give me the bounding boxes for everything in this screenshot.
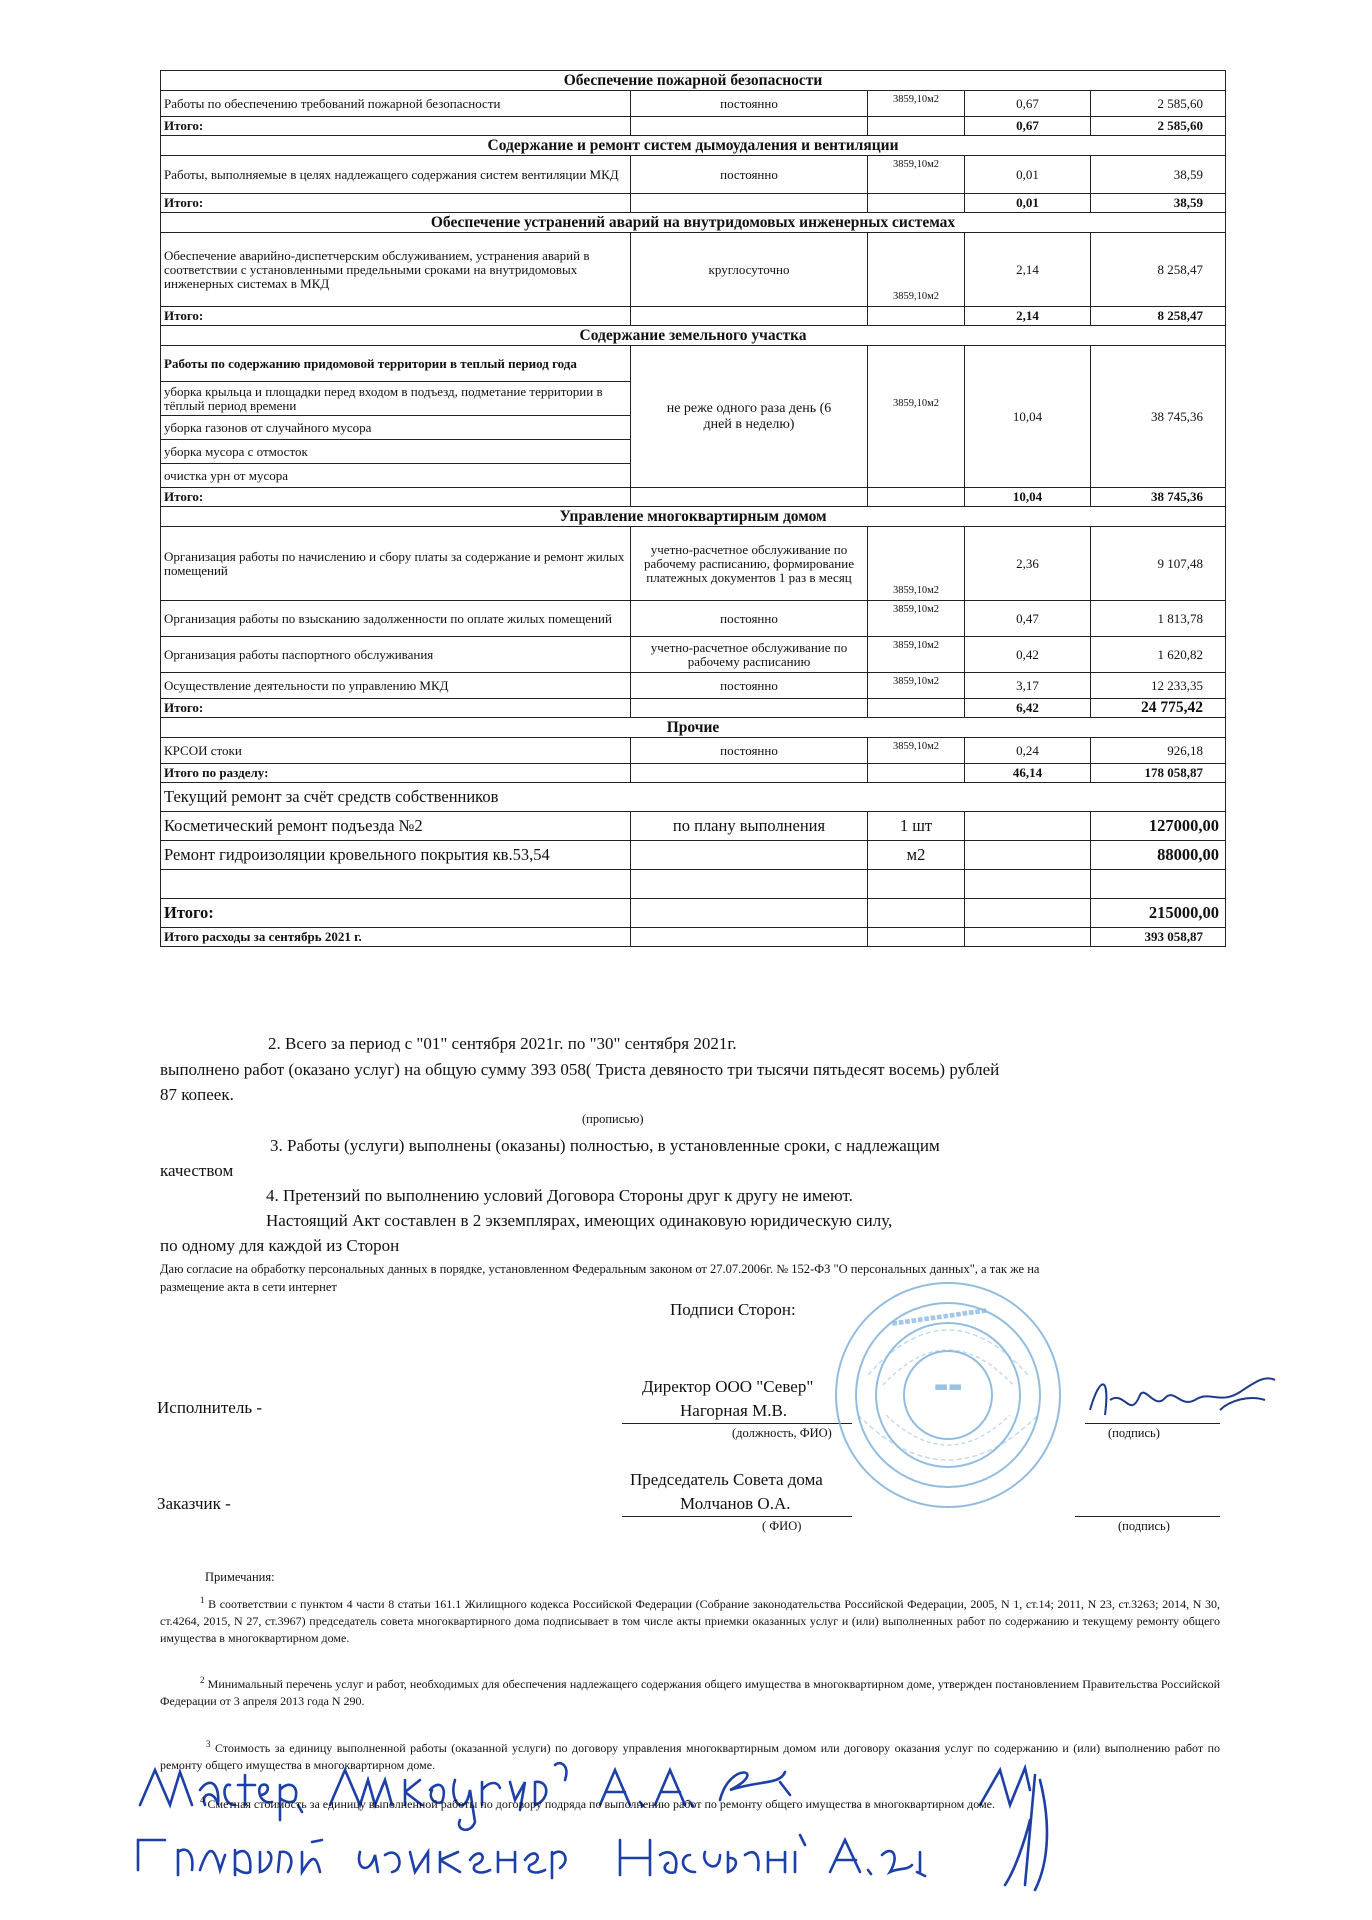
land-item: уборка крыльца и площадки перед входом в подъезд, подметание территории в тёплый период времени: [161, 382, 631, 416]
grand-total-label: Итого расходы за сентябрь 2021 г.: [161, 928, 631, 947]
section-title: Текущий ремонт за счёт средств собственников: [161, 783, 1226, 812]
paragraph-quality: 3. Работы (услуги) выполнены (оказаны) полностью, в установленные сроки, с надлежащим: [270, 1136, 940, 1155]
section-title: Содержание земельного участка: [161, 326, 1226, 346]
repair-quantity: 1 шт: [868, 812, 965, 841]
land-item: уборка газонов от случайного мусора: [161, 416, 631, 440]
service-rate: 0,42: [965, 637, 1091, 673]
service-sum: 2 585,60: [1091, 91, 1226, 117]
total-rate: 0,67: [965, 117, 1091, 136]
service-rate: 2,36: [965, 527, 1091, 601]
service-sum: 1 620,82: [1091, 637, 1226, 673]
svg-text:▪▪▪▪▪▪▪▪▪▪▪▪▪▪▪: ▪▪▪▪▪▪▪▪▪▪▪▪▪▪▪: [890, 1304, 988, 1330]
customer-caption: ( ФИО): [762, 1519, 802, 1533]
services-table: [160, 70, 1226, 947]
service-sum: 12 233,35: [1091, 673, 1226, 699]
service-frequency: учетно-расчетное обслуживание по рабочему расписанию, формирование платежных документов 1 раз в месяц: [631, 527, 868, 601]
service-rate: 3,17: [965, 673, 1091, 699]
customer-position: Председатель Совета дома: [630, 1470, 823, 1489]
customer-name-line: [622, 1516, 852, 1517]
total-rate: 0,01: [965, 194, 1091, 213]
footnote-text: Стоимость за единицу выполненной работы (оказанной услуги) по договору управления многоквартирным домом или договору оказания услуг по содержанию и (или) выполнению работ по ремонту общего имущества в многоквартирном доме.: [160, 1741, 1221, 1772]
service-sum: 38,59: [1091, 156, 1226, 194]
service-frequency: постоянно: [631, 156, 868, 194]
service-sum: 9 107,48: [1091, 527, 1226, 601]
footnote-2: [160, 1672, 1220, 1710]
total-label: Итого:: [161, 488, 631, 507]
total-rate: 6,42: [965, 699, 1091, 718]
service-unit: 3859,10м2: [868, 91, 965, 117]
service-name: Работы по обеспечению требований пожарной безопасности: [161, 91, 631, 117]
service-unit: 3859,10м2: [868, 233, 965, 307]
repair-quantity: м2: [868, 841, 965, 870]
service-name: Обеспечение аварийно-диспетчерским обслуживанием, устранения аварий в соответствии с установленными предельными сроками на внутридомовых инженерных системах в МКД: [161, 233, 631, 307]
total-label: Итого:: [161, 899, 631, 928]
service-unit: 3859,10м2: [868, 601, 965, 637]
total-label: Итого:: [161, 307, 631, 326]
service-frequency: постоянно: [631, 738, 868, 764]
service-unit: 3859,10м2: [868, 673, 965, 699]
caption-propis: (прописью): [582, 1112, 644, 1126]
service-rate: 2,14: [965, 233, 1091, 307]
service-frequency: постоянно: [631, 91, 868, 117]
executor-signature: [1080, 1370, 1280, 1430]
service-name: Осуществление деятельности по управлению МКД: [161, 673, 631, 699]
land-frequency: не реже одного раза день (6 дней в неделю): [631, 346, 868, 488]
paragraph-copies-cont: по одному для каждой из Сторон: [160, 1236, 400, 1255]
grand-total-sum: 393 058,87: [1091, 928, 1226, 947]
service-sum: 8 258,47: [1091, 233, 1226, 307]
service-unit: 3859,10м2: [868, 156, 965, 194]
repair-frequency: [631, 841, 868, 870]
section-title: Содержание и ремонт систем дымоудаления и вентиляции: [161, 136, 1226, 156]
service-rate: 0,47: [965, 601, 1091, 637]
handwritten-note: [130, 1760, 1150, 1900]
total-rate: 46,14: [965, 764, 1091, 783]
total-sum: 38,59: [1091, 194, 1226, 213]
customer-name: Молчанов О.А.: [680, 1494, 791, 1513]
total-rate: 10,04: [965, 488, 1091, 507]
total-rate: 2,14: [965, 307, 1091, 326]
customer-label: Заказчик -: [157, 1494, 231, 1513]
total-sum: 8 258,47: [1091, 307, 1226, 326]
footnote-text: В соответствии с пунктом 4 части 8 статьи 161.1 Жилищного кодекса Российской Федерации (Собрание законодательства Российской Федерации, 2005, N 1, ст.14; 2011, N 23, ст.3263; 2014, N 30, ст.4264, 2015, N 27, ст.3967) председатель совета многоквартирного дома подписывает в том числе акты приемки оказанных услуг и (или) выполненных работ по содержанию и текущему ремонту общего имущества в многоквартирном доме.: [160, 1597, 1221, 1645]
repair-name: Ремонт гидроизоляции кровельного покрытия кв.53,54: [161, 841, 631, 870]
repair-sum: 127000,00: [1091, 812, 1226, 841]
total-label: Итого:: [161, 699, 631, 718]
footnote-text: Минимальный перечень услуг и работ, необходимых для обеспечения надлежащего содержания общего имущества в многоквартирном доме, утвержден постановлением Правительства Российской Федерации от 3 апреля 2013 года N 290.: [160, 1677, 1221, 1708]
paragraph-claims: 4. Претензий по выполнению условий Договора Стороны друг к другу не имеют.: [266, 1186, 853, 1205]
repair-name: Косметический ремонт подъезда №2: [161, 812, 631, 841]
land-item: очистка урн от мусора: [161, 464, 631, 488]
service-unit: 3859,10м2: [868, 637, 965, 673]
total-sum: 2 585,60: [1091, 117, 1226, 136]
total-label: Итого:: [161, 194, 631, 213]
consent-text: Даю согласие на обработку персональных данных в порядке, установленном Федеральным законом от 27.07.2006г. № 152-ФЗ "О персональных данных", а так же на: [160, 1262, 1040, 1276]
section-title: Прочие: [161, 718, 1226, 738]
executor-sign-caption: (подпись): [1108, 1426, 1160, 1440]
footnote-number: 2: [200, 1675, 205, 1685]
executor-name-line: [622, 1423, 852, 1424]
total-sum: 215000,00: [1091, 899, 1226, 928]
total-label: Итого по разделу:: [161, 764, 631, 783]
service-frequency: круглосуточно: [631, 233, 868, 307]
repair-sum: 88000,00: [1091, 841, 1226, 870]
total-sum: 178 058,87: [1091, 764, 1226, 783]
svg-text:▬▬: ▬▬: [933, 1377, 963, 1395]
service-rate: 0,67: [965, 91, 1091, 117]
land-rate: 10,04: [965, 346, 1091, 488]
service-sum: 1 813,78: [1091, 601, 1226, 637]
executor-label: Исполнитель -: [157, 1398, 262, 1417]
executor-position: Директор ООО "Север": [642, 1377, 814, 1396]
executor-caption: (должность, ФИО): [732, 1426, 832, 1440]
signatures-heading: Подписи Сторон:: [670, 1300, 796, 1319]
land-sum: 38 745,36: [1091, 346, 1226, 488]
service-frequency: учетно-расчетное обслуживание по рабочему расписанию: [631, 637, 868, 673]
footnote-4: [160, 1792, 1220, 1813]
company-stamp: [828, 1275, 1068, 1515]
footnote-number: 1: [200, 1595, 205, 1605]
paragraph-kopecks: 87 копеек.: [160, 1085, 234, 1104]
section-title: Обеспечение пожарной безопасности: [161, 71, 1226, 91]
service-unit: 3859,10м2: [868, 527, 965, 601]
paragraph-copies: Настоящий Акт составлен в 2 экземплярах, имеющих одинаковую юридическую силу,: [266, 1211, 893, 1230]
service-frequency: постоянно: [631, 601, 868, 637]
total-sum: 38 745,36: [1091, 488, 1226, 507]
service-unit: 3859,10м2: [868, 738, 965, 764]
footnote-number: 3: [206, 1739, 211, 1749]
repair-frequency: по плану выполнения: [631, 812, 868, 841]
service-frequency: постоянно: [631, 673, 868, 699]
footnote-1: [160, 1592, 1220, 1647]
footnote-text: Сметная стоимость за единицу выполненной работы по договору подряда по выполнению работ по ремонту общего имущества в многоквартирном доме.: [207, 1797, 995, 1811]
service-name: Работы, выполняемые в целях надлежащего содержания систем вентиляции МКД: [161, 156, 631, 194]
customer-sign-line: [1075, 1516, 1220, 1517]
service-name: КРСОИ стоки: [161, 738, 631, 764]
service-name: Организация работы паспортного обслуживания: [161, 637, 631, 673]
executor-name: Нагорная М.В.: [680, 1401, 788, 1420]
land-heading: Работы по содержанию придомовой территории в теплый период года: [161, 346, 631, 382]
service-name: Организация работы по начислению и сбору платы за содержание и ремонт жилых помещений: [161, 527, 631, 601]
service-name: Организация работы по взысканию задолженности по оплате жилых помещений: [161, 601, 631, 637]
consent-text-cont: размещение акта в сети интернет: [160, 1280, 337, 1294]
footnote-number: 4: [200, 1795, 205, 1805]
land-item: уборка мусора с отмосток: [161, 440, 631, 464]
land-unit: 3859,10м2: [868, 346, 965, 488]
paragraph-quality-cont: качеством: [160, 1161, 234, 1180]
service-rate: 0,24: [965, 738, 1091, 764]
total-label: Итого:: [161, 117, 631, 136]
paragraph-period: 2. Всего за период с "01" сентября 2021г. по "30" сентября 2021г.: [268, 1034, 737, 1053]
section-title: Обеспечение устранений аварий на внутридомовых инженерных системах: [161, 213, 1226, 233]
total-sum: 24 775,42: [1091, 699, 1226, 718]
notes-title: Примечания:: [205, 1570, 275, 1584]
customer-sign-caption: (подпись): [1118, 1519, 1170, 1533]
service-sum: 926,18: [1091, 738, 1226, 764]
service-rate: 0,01: [965, 156, 1091, 194]
section-title: Управление многоквартирным домом: [161, 507, 1226, 527]
paragraph-amount: выполнено работ (оказано услуг) на общую сумму 393 058( Триста девяносто три тысячи пятьдесят восемь) рублей: [160, 1060, 1000, 1079]
